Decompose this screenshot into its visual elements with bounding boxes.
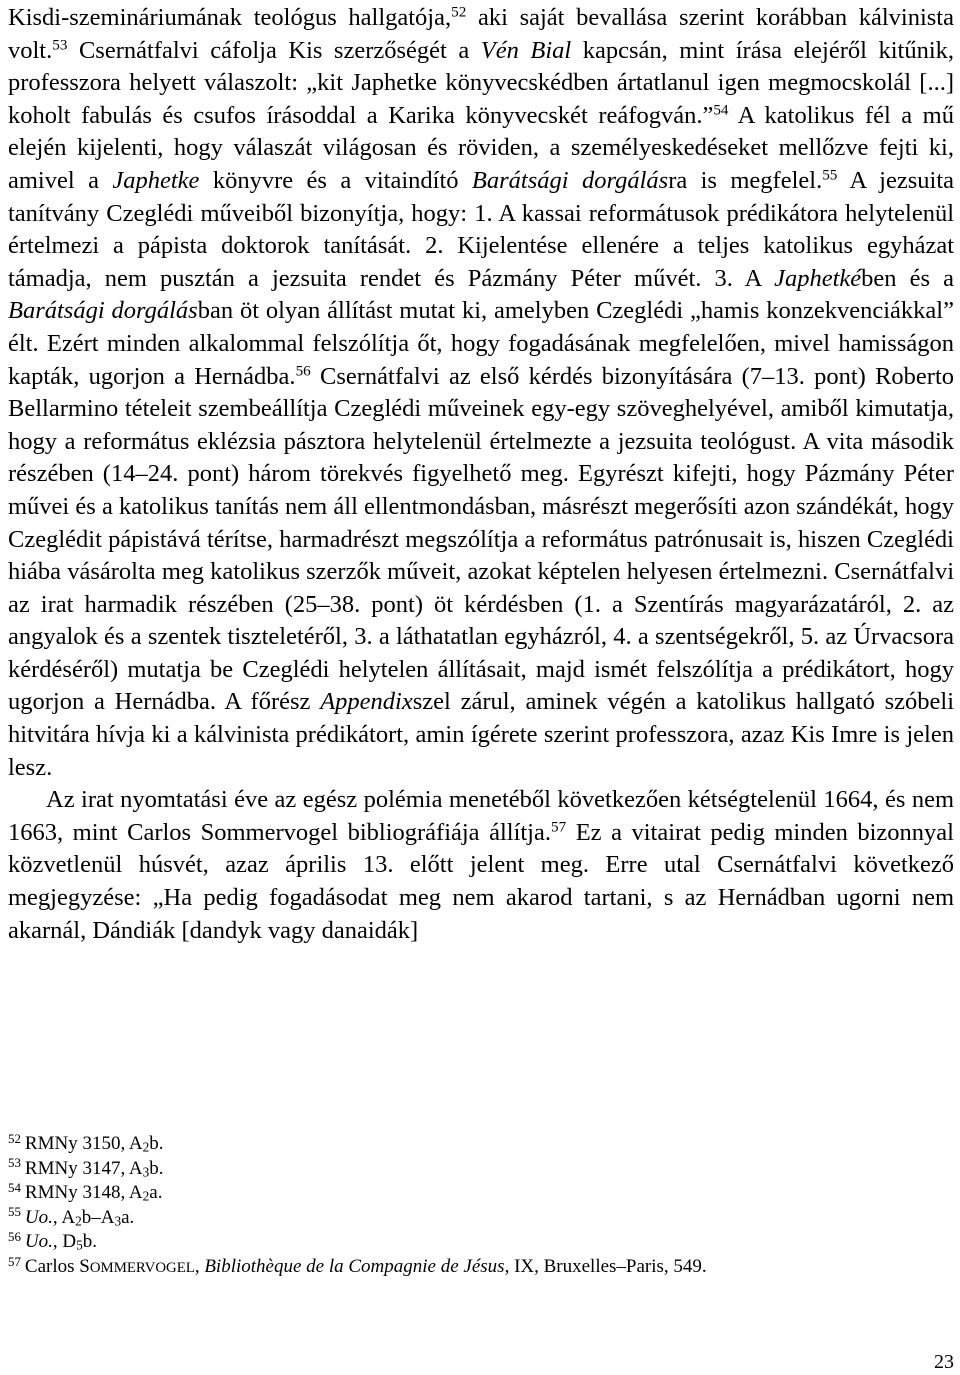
footnote-56: $^{56}$ Uo., $D_5b$. — [8, 1228, 98, 1254]
footnote-52: $^{52}$ RMNy 3150, $A_2b$. — [8, 1130, 164, 1155]
italic-title: Vén Bial — [480, 36, 572, 64]
footnote-ref-57[interactable]: 57 — [551, 818, 567, 836]
italic-title: Barátsági dorgálás — [471, 166, 669, 194]
footnote-53: $^{53}$ RMNy 3147, $A_3b$. — [8, 1155, 164, 1180]
body-paragraph-1: Kisdi-szemináriumának teológus hallgatója,$^{52}$ aki saját bevallása szerint korábban kálvinista volt.$^{53}$ Csernátfalvi cáfolja Kis szerzőségét a Vén Bial kapcsán, mint írása elejéről kitűnik, professzora helyett válaszolt: „kit Japhetke könyvecskédben ártatlanul igen megmocskolál [...] koholt fabulás és csufos írásoddal a Karika könyvecskét reáfogván.”$^{54}$ A katolikus fél a mű elején kijelenti, hogy válaszát világosan és röviden, a személyeskedéseket mellőzve fejti ki, amivel a Japhetke könyvre és a vitaindító Barátsági dorgálásra is megfelel.$^{55}$ A jezsuita tanítvány Czeglédi műveiből bizonyítja, hogy: 1. A kassai reformátusok prédikátora helytelenül értelmezi a pápista doktorok tanítását. 2. Kijelentése ellenére a teljes katolikus egyházat támadja, nem pusztán a jezsuita rendet és Pázmány Péter művét. 3. A Japhetkében és a Barátsági dorgálásban öt olyan állítást mutat ki, amelyben Czeglédi „hamis konzekvenciákkal” élt. Ezért minden alkalommal felszólítja őt, hogy fogadásának megfelelően, mivel hamisságon kapták, ugorjon a Hernádba.$^{56}$ Csernátfalvi az első kérdés bizonyítására (7–13. pont) Roberto Bellarmino tételeit szembeállítja Czeglédi műveinek egy-egy szöveghelyével, amiből kimutatja, hogy a református eklézsia pásztora helytelenül értelmezte a jezsuita teológust. A vita második részében (14–24. pont) három törekvés figyelhető meg. Egyrészt kifejti, hogy Pázmány Péter művei és a katolikus tanítás nem áll ellentmondásban, másrészt megerősíti azon szándékát, hogy Czeglédit pápistává térítse, harmadrészt megszólítja a református patrónusait is, hiszen Czeglédi hiába vásárolta meg katolikus szerzők műveit, azokat képtelen helyesen értelmezni. Csernátfalvi az irat harmadik részében (25–38. pont) öt kérdésben (1. a Szentírás magyarázatáról, 2. az angyalok és a szentek tiszteletéről, 3. a láthatatlan egyházról, 4. a szentségekről, 5. az Úrvacsora kérdéséről) mutatja be Czeglédi helytelen állításait, majd ismét felszólítja a prédikátort, hogy ugorjon a Hernádba. A főrész Appendixszel zárul, aminek végén a katolikus hallgató szóbeli hitvitára hívja ki a kálvinista prédikátort, amin ígérete szerint professzora, azaz Kis Imre is jelen lesz. — [8, 3, 955, 781]
body-paragraph-2: Az irat nyomtatási éve az egész polémia menetéből következően kétségtelenül 1664, és nem 1663, mint Carlos Sommervogel bibliográfiája állítja.$^{57}$ Ez a vitairat pedig minden bizonnyal közvetlenül húsvét, azaz április 13. előtt jelent meg. Erre utal Csernátfalvi következő megjegyzése: „Ha pedig fogadásodat meg nem akarod tartani, s az Hernádban ugorni nem akarnál, Dándiák [dandyk vagy danaidák] — [8, 786, 954, 944]
footnote-55: $^{55}$ Uo., $A_2b-A_3a$. — [8, 1204, 135, 1229]
italic-title: Appendix — [320, 688, 413, 716]
footnote-ref-56[interactable]: 56 — [295, 362, 311, 380]
footnote-57: $^{57}$ Carlos SOMMERVOGEL, Bibliothèque de la Compagnie de Jésus, IX, Bruxelles–Paris, 549. — [8, 1253, 707, 1277]
page-content — [8, 0, 954, 947]
footnote-ref-53[interactable]: 53 — [52, 36, 68, 54]
italic-title: Japhetke — [112, 166, 200, 194]
footnote-ref-54[interactable]: 54 — [713, 101, 729, 119]
italic-title: Japhetké — [774, 264, 862, 292]
page-number: 23 — [934, 1351, 954, 1373]
footnote-ref-52[interactable]: 52 — [451, 3, 467, 21]
footnote-54: $^{54}$ RMNy 3148, $A_2a$. — [8, 1179, 163, 1204]
footnote-ref-55[interactable]: 55 — [822, 166, 838, 184]
italic-title: Barátsági dorgálás — [8, 297, 198, 325]
footnotes — [8, 1132, 948, 1281]
